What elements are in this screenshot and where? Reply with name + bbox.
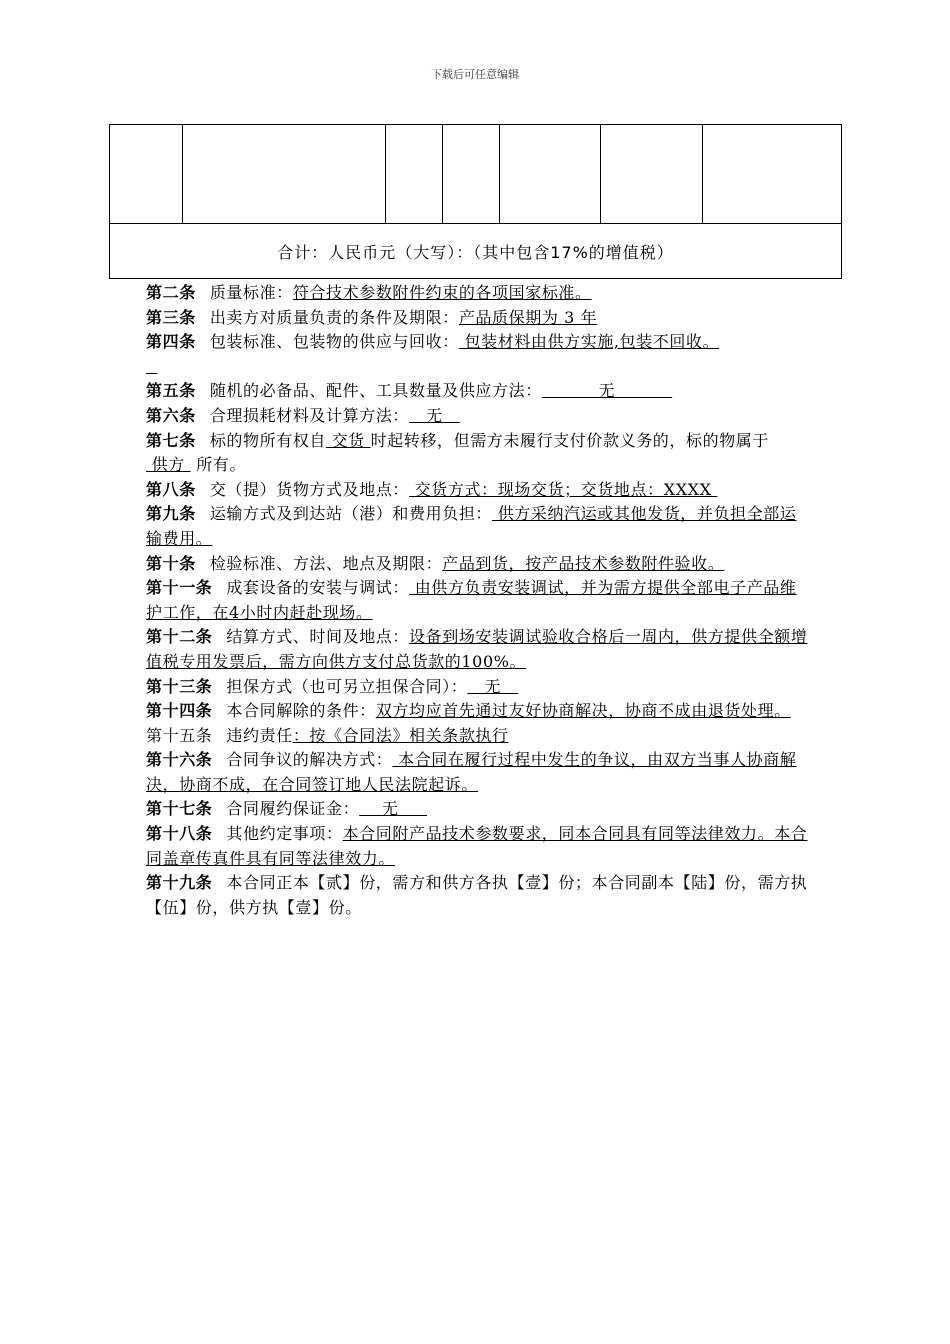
- clause-11: [146, 576, 808, 625]
- clause-number: 第十八条: [146, 824, 213, 844]
- clause-fill: 产品质保期为 3 年: [458, 307, 598, 327]
- clause-14: [146, 699, 808, 724]
- clause-label: 结算方式、时间及地点：: [226, 627, 410, 647]
- clause-label: 随机的必备品、配件、工具数量及供应方法：: [209, 381, 542, 401]
- clause-fill: 双方均应首先通过友好协商解决，协商不成由退货处理。: [375, 701, 791, 721]
- clause-fill: 符合技术参数附件约束的各项国家标准。: [292, 283, 592, 302]
- underline-stub: [146, 355, 808, 380]
- table-cell: [386, 125, 443, 224]
- clause-label: 违约责任: [226, 725, 293, 745]
- clause-label: 交（提）货物方式及地点：: [209, 479, 410, 499]
- clause-10: [146, 552, 808, 577]
- clause-fill: 无: [541, 381, 673, 401]
- clause-number: 第九条: [146, 504, 196, 524]
- clause-label: 成套设备的安装与调试：: [226, 578, 410, 598]
- clause-label: 其他约定事项：: [226, 824, 343, 844]
- clause-fill: 供方: [146, 455, 191, 475]
- clause-fill: 产品到货，按产品技术参数附件验收。: [442, 553, 725, 573]
- clause-12: [146, 625, 808, 674]
- clause-18: [146, 822, 808, 871]
- clause-4: [146, 330, 808, 355]
- clause-2: [146, 281, 808, 306]
- clause-text: 所有。: [190, 455, 247, 475]
- clause-number: 第十七条: [146, 799, 213, 819]
- clause-number: 第十六条: [146, 750, 213, 770]
- clause-label: 检验标准、方法、地点及期限：: [209, 553, 443, 573]
- clause-number: 第十五条: [146, 725, 213, 745]
- clause-number: 第七条: [146, 430, 196, 450]
- clause-label: 出卖方对质量负责的条件及期限：: [209, 307, 459, 327]
- table-cell: [500, 125, 601, 224]
- clause-number: 第十九条: [146, 873, 213, 893]
- table-cell: [110, 125, 183, 224]
- clause-fill: 由供方负责安装调试，并为需方提供全部电子产品维护工作，在4小时内赶赴现场。: [146, 578, 797, 622]
- clause-fill: 包装材料由供方实施,包装不回收。: [458, 332, 720, 352]
- table-row: [110, 125, 842, 224]
- clause-8: [146, 478, 808, 503]
- clause-number: 第五条: [146, 381, 196, 401]
- contract-clauses: [146, 281, 808, 920]
- clause-fill: 无: [409, 405, 460, 425]
- clause-13: [146, 675, 808, 700]
- clause-label: 担保方式（也可另立担保合同）：: [226, 676, 468, 696]
- clause-label: 标的物所有权自: [209, 430, 327, 450]
- clause-fill: 交货方式：现场交货；交货地点：XXXX: [409, 479, 718, 499]
- clause-label: 包装标准、包装物的供应与回收：: [209, 332, 459, 352]
- clause-number: 第十四条: [146, 701, 213, 721]
- clause-19: [146, 871, 808, 920]
- goods-table: [109, 124, 842, 279]
- clause-fill: 无: [359, 799, 427, 819]
- table-cell: [703, 125, 842, 224]
- clause-5: [146, 379, 808, 404]
- clause-fill: 本合同附产品技术参数要求，同本合同具有同等法律效力。本合同盖章传真件具有同等法律效力。: [146, 824, 808, 868]
- clause-6: [146, 404, 808, 429]
- clause-number: 第二条: [146, 283, 196, 302]
- clause-17: [146, 797, 808, 822]
- table-cell: [183, 125, 386, 224]
- clause-label: 本合同正本【贰】份，需方和供方各执【壹】份；本合同副本【陆】份，需方执【伍】份，供方执【壹】份。: [146, 873, 808, 917]
- clause-label: 本合同解除的条件：: [226, 701, 376, 721]
- clause-number: 第十一条: [146, 578, 213, 598]
- clause-number: 第四条: [146, 332, 196, 352]
- clause-7: [146, 429, 808, 478]
- clause-16: [146, 748, 808, 797]
- clause-number: 第十条: [146, 553, 196, 573]
- clause-number: 第十三条: [146, 676, 213, 696]
- page-header-note: 下载后可任意编辑: [431, 68, 519, 81]
- clause-number: 第八条: [146, 479, 196, 499]
- clause-label: 合同争议的解决方式：: [226, 750, 393, 770]
- clause-15: [146, 724, 808, 749]
- clause-number: 第六条: [146, 405, 196, 425]
- clause-label: 质量标准：: [209, 283, 293, 302]
- clause-fill: 设备到场安装调试验收合格后一周内，供方提供全额增值税专用发票后，需方向供方支付总货款的100%。: [146, 627, 808, 671]
- table-total-row: [110, 224, 842, 279]
- clause-fill: 供方采纳汽运或其他发货，并负担全部运输费用。: [146, 504, 797, 548]
- clause-number: 第十二条: [146, 627, 213, 647]
- clause-3: [146, 306, 808, 331]
- clause-fill: 交货: [326, 430, 371, 450]
- clause-number: 第三条: [146, 307, 196, 327]
- clause-fill: ：按《合同法》相关条款执行: [292, 725, 509, 745]
- table-total-cell: 合计：人民币元（大写）：（其中包含17%的增值税）: [110, 224, 842, 279]
- clause-text: 时起转移，但需方未履行支付价款义务的，标的物属于: [370, 430, 769, 450]
- clause-label: 合同履约保证金：: [226, 799, 360, 819]
- clause-label: 合理损耗材料及计算方法：: [209, 405, 410, 425]
- clause-fill: 本合同在履行过程中发生的争议，由双方当事人协商解决，协商不成，在合同签订地人民法院起诉。: [146, 750, 797, 794]
- clause-label: 运输方式及到达站（港）和费用负担：: [209, 504, 493, 524]
- table-cell: [443, 125, 500, 224]
- clause-fill: 无: [467, 676, 519, 696]
- table-cell: [601, 125, 703, 224]
- clause-9: [146, 502, 808, 551]
